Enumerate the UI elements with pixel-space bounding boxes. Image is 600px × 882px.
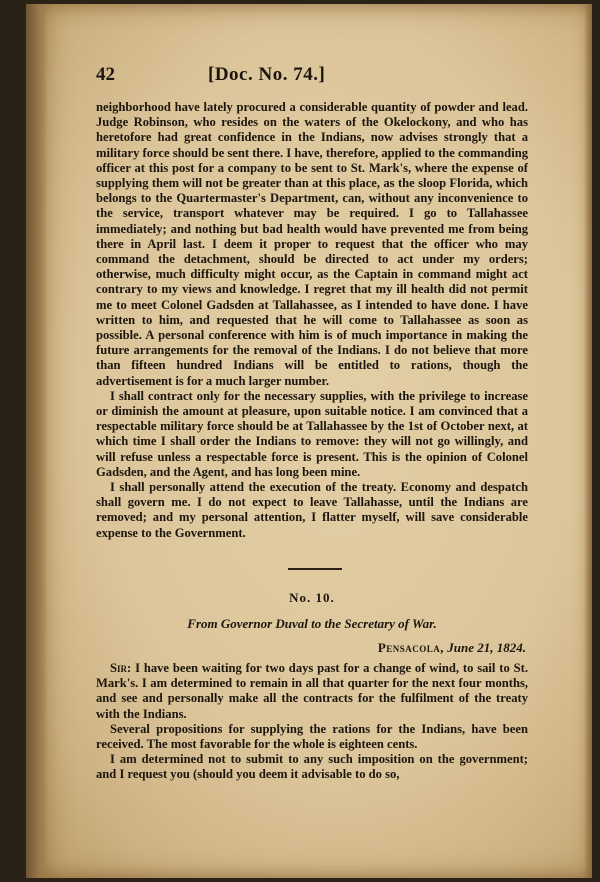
running-header <box>96 64 456 88</box>
letter-body <box>96 661 528 783</box>
dateline-place: Pensacola, <box>377 640 445 655</box>
paragraph: I am determined not to submit to any such imposition on the government; and I request you (should you deem it advisable to do so, <box>96 752 528 782</box>
paragraph-text: I have been waiting for two days past for a change of wind, to sail to St. Mark's. I am determined to remain in all that quarter for the next four months, and see and personally make all the contracts for the fulfilment of the treaty with the Indians. <box>96 661 528 721</box>
dateline-date: June 21, 1824. <box>447 640 526 655</box>
continued-letter-text <box>96 100 528 541</box>
letter-heading: From Governor Duval to the Secretary of War. <box>187 616 437 631</box>
page-edge-shadow <box>584 4 592 878</box>
paragraph: I shall personally attend the execution of the treaty. Economy and despatch shall govern me. I do not expect to leave Tallahasse, until the Indians are removed; and my personal attention, I flatter myself, will save considerable expense to the Government. <box>96 480 528 540</box>
paragraph: I shall contract only for the necessary supplies, with the privilege to increase or diminish the amount at pleasure, upon suitable notice. I am convinced that a respectable military force should be at Tallahassee by the 1st of October next, at which time I shall order the Indians to remove: they will not go willingly, and will refuse unless a respectable force is present. This is the opinion of Colonel Gadsden, and the Agent, and has long been mine. <box>96 388 528 479</box>
paragraph <box>96 661 528 722</box>
page-gutter-shadow <box>26 4 48 878</box>
salutation: Sir: <box>110 661 132 675</box>
dateline <box>96 640 526 656</box>
section-number: No. 10. <box>289 590 335 605</box>
paragraph: neighborhood have lately procured a considerable quantity of powder and lead. Judge Robinson, who resides on the waters of the Okelockony, and who has heretofore had great confidence in the Indians, now advises strongly that a military force should be sent there. I have, therefore, applied to the commanding officer at this post for a company to be sent to St. Mark's, where the expense of supplying them will not be greater than at this place, as the sloop Florida, which belongs to the Quartermaster's Department, can, without any inconvenience to the service, transport whatever may be required. I go to Tallahassee immediately; and nothing but bad health would have prevented me from being there in April last. I deem it proper to request that the officer who may command the detachment, should be directed to act under my orders; otherwise, much difficulty might occur, as the Captain in command might act contrary to my views and knowledge. I regret that my ill health did not permit me to meet Colonel Gadsden at Tallahassee, as I intended to have done. I have written to him, and requested that he will come to Tallahassee as soon as possible. A personal conference with him is of much importance in making the future arrangements for the removal of the Indians. I do not believe that more than fifteen hundred Indians will be entitled to rations, though the advertisement is for a much larger number. <box>96 100 528 388</box>
section-divider <box>288 568 342 570</box>
paragraph: Several propositions for supplying the rations for the Indians, have been received. The most favorable for the whole is eighteen cents. <box>96 721 528 752</box>
document-label: [Doc. No. 74.] <box>208 64 326 85</box>
page-number: 42 <box>96 64 115 85</box>
